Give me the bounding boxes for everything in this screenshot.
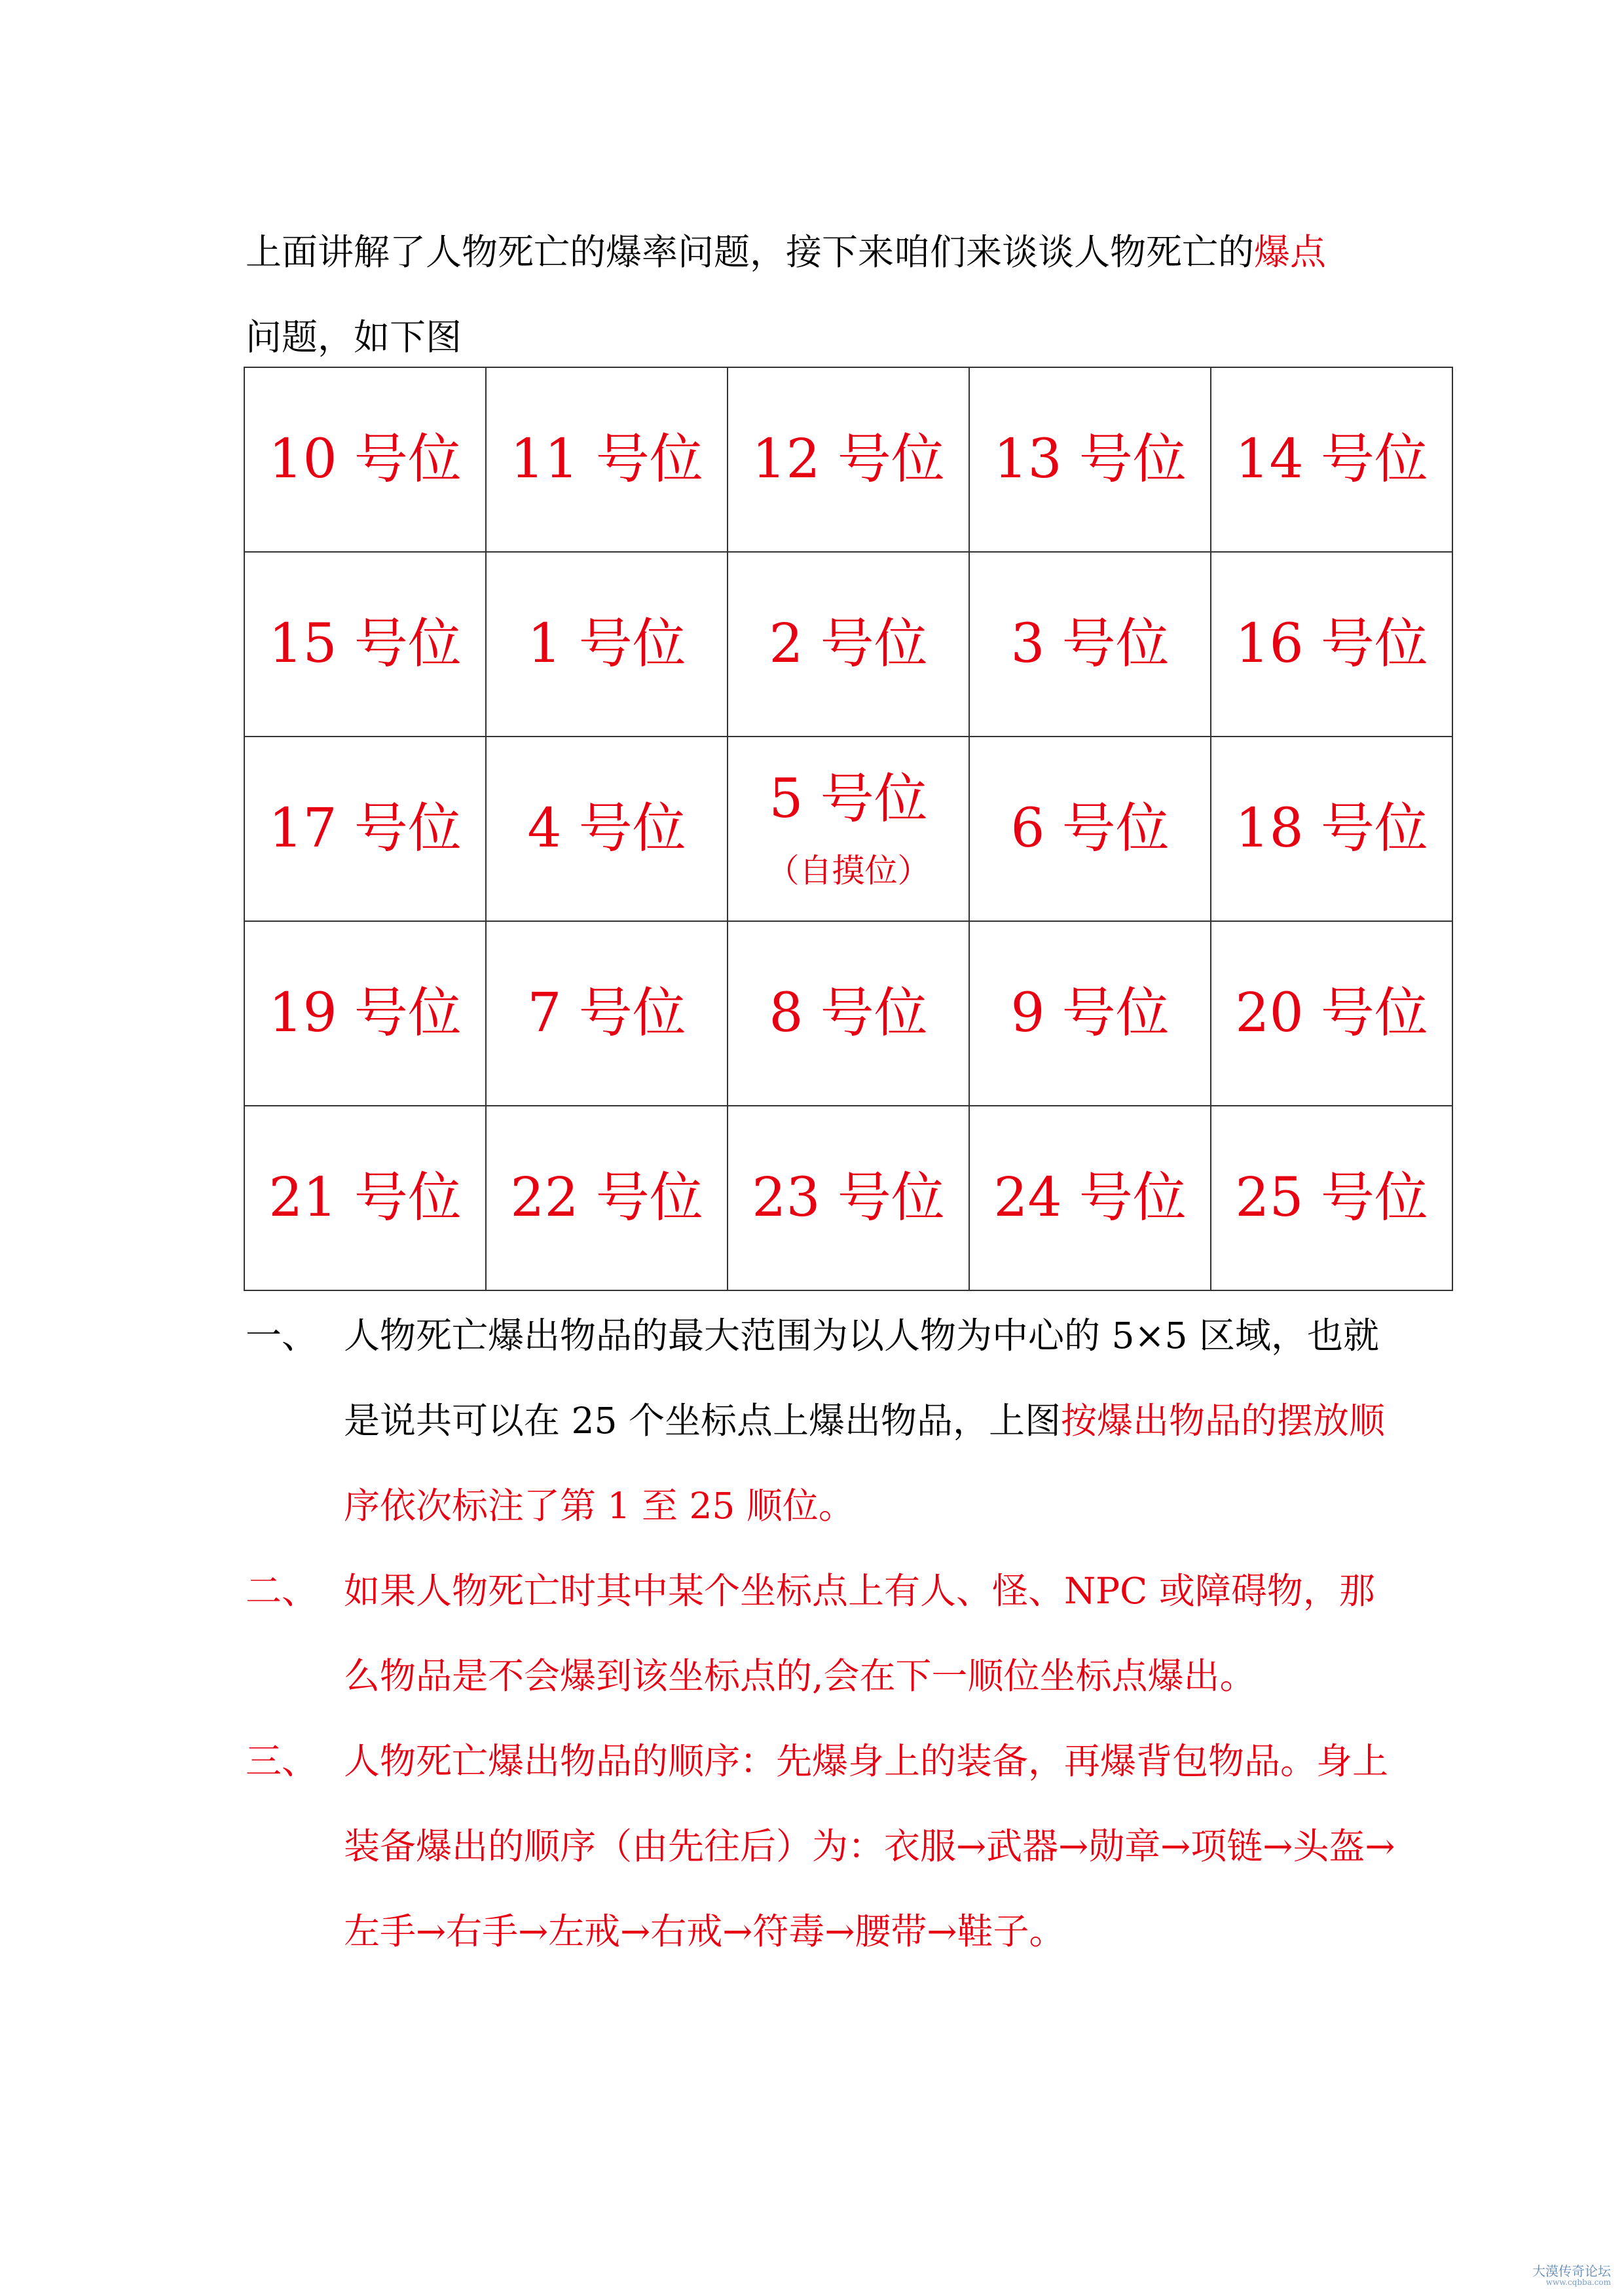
grid-cell: 16 号位 [1211,552,1452,737]
grid-cell: 22 号位 [486,1106,728,1290]
grid-row [244,367,1452,552]
grid-cell-center [728,737,969,921]
list-item-number: 二、 [246,1570,318,1612]
grid-cell: 17 号位 [244,737,486,921]
intro-text-line2: 问题，如下图 [246,316,462,358]
grid-cell: 19 号位 [244,921,486,1106]
grid-cell: 11 号位 [486,367,728,552]
grid-row [244,921,1452,1106]
rules-list [246,1293,1398,1974]
grid-cell: 6 号位 [969,737,1211,921]
intro-paragraph [246,210,1385,380]
grid-cell: 1 号位 [486,552,728,737]
grid-row [244,737,1452,921]
grid-row [244,1106,1452,1290]
grid-cell: 21 号位 [244,1106,486,1290]
list-item-number: 三、 [246,1740,318,1782]
list-item [246,1719,1398,1974]
grid-cell: 7 号位 [486,921,728,1106]
center-cell-note: （自摸位） [766,852,931,890]
drop-position-grid [244,367,1453,1291]
intro-text: 上面讲解了人物死亡的爆率问题，接下来咱们来谈谈人物死亡的 [246,231,1255,273]
watermark-logo-text: 大漠传奇论坛 [1532,2263,1611,2279]
list-item-text-red: 按爆出物品的摆放顺序依次标注了第 1 至 25 顺位。 [344,1400,1385,1527]
intro-highlight: 爆点 [1254,231,1327,273]
grid-cell: 15 号位 [244,552,486,737]
list-item [246,1293,1398,1548]
list-item-text-black: 人物死亡爆出物品的最大范围为以人物为中心的 5×5 区域，也就是说共可以在 25 个坐标点上爆出物品，上图 [344,1315,1380,1442]
grid-cell: 10 号位 [244,367,486,552]
grid-cell: 12 号位 [728,367,969,552]
grid-cell: 8 号位 [728,921,969,1106]
watermark-site: www.cqbba.com [1545,2277,1611,2287]
grid-cell: 4 号位 [486,737,728,921]
grid-cell: 14 号位 [1211,367,1452,552]
grid-cell: 9 号位 [969,921,1211,1106]
grid-cell: 25 号位 [1211,1106,1452,1290]
watermark-logo [1532,2264,1611,2287]
list-item-text [344,1293,1398,1548]
grid-cell: 2 号位 [728,552,969,737]
list-item [246,1548,1398,1719]
list-item-text: 人物死亡爆出物品的顺序：先爆身上的装备，再爆背包物品。身上装备爆出的顺序（由先往后）为：衣服→武器→勋章→项链→头盔→左手→右手→左戒→右戒→符毒→腰带→鞋子。 [344,1740,1395,1952]
grid-cell: 3 号位 [969,552,1211,737]
list-item-number: 一、 [246,1315,318,1357]
center-cell-label: 5 号位 [769,767,928,830]
grid-cell: 18 号位 [1211,737,1452,921]
grid-row [244,552,1452,737]
grid-cell: 23 号位 [728,1106,969,1290]
grid-cell: 24 号位 [969,1106,1211,1290]
grid-cell: 20 号位 [1211,921,1452,1106]
list-item-text: 如果人物死亡时其中某个坐标点上有人、怪、NPC 或障碍物，那么物品是不会爆到该坐标点的,会在下一顺位坐标点爆出。 [344,1570,1375,1697]
grid-cell: 13 号位 [969,367,1211,552]
